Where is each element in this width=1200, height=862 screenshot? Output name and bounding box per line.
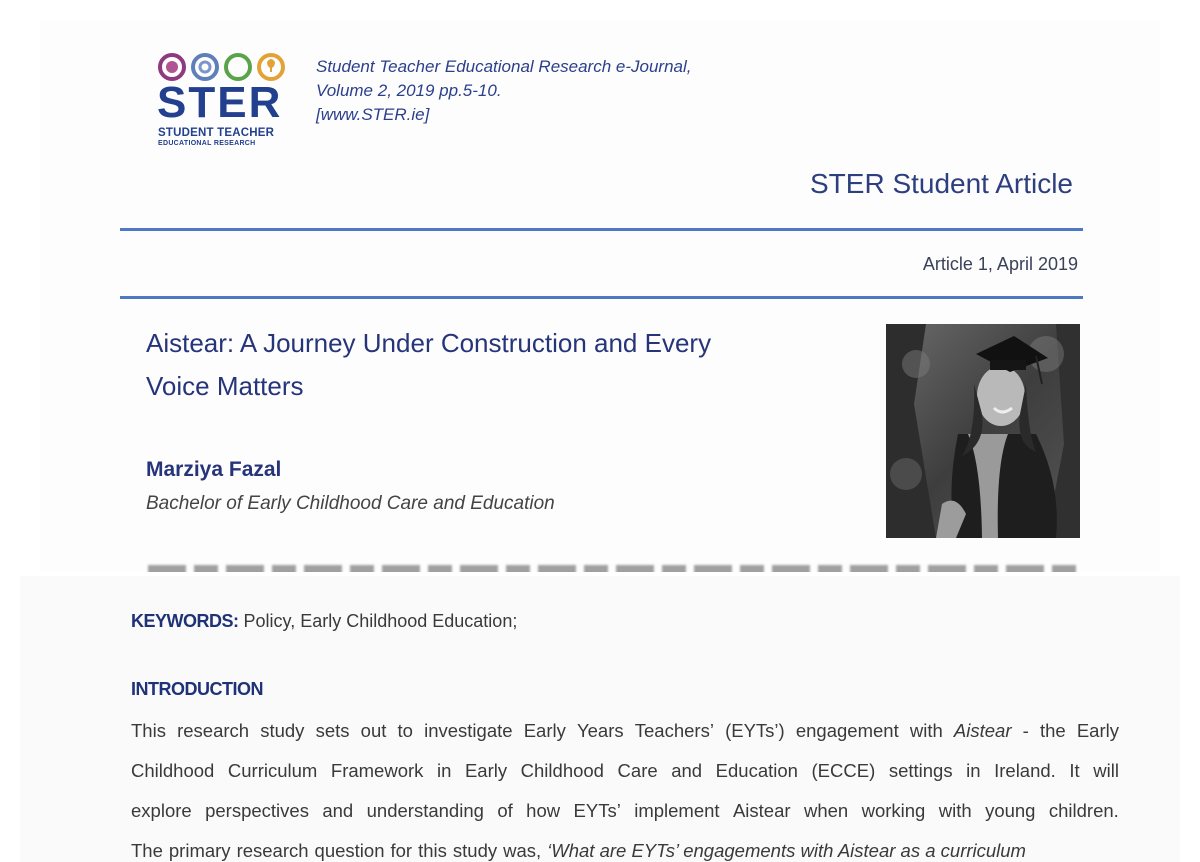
header-rule — [120, 228, 1083, 231]
paragraph-word: Early — [1076, 720, 1119, 741]
paragraph-word: how — [526, 800, 561, 821]
paragraph-word: Ireland. — [994, 760, 1056, 781]
paragraph-word: investigate — [424, 720, 513, 741]
paragraph-word: sets — [315, 720, 350, 741]
graduate-portrait-image — [886, 324, 1080, 538]
header-rule — [120, 296, 1083, 299]
paragraph-word: settings — [888, 760, 953, 781]
paragraph-word: working — [861, 800, 926, 821]
paragraph-word: when — [803, 800, 849, 821]
paragraph-word: ‘What are EYTs’ engagements with Aistear as a curriculum — [547, 840, 1026, 861]
ster-logo — [157, 50, 307, 150]
introduction-body — [131, 716, 1119, 862]
paragraph-line — [131, 836, 1119, 862]
paragraph-word: for — [390, 840, 413, 861]
author-name: Marziya Fazal — [146, 458, 282, 481]
paragraph-word: Care — [617, 760, 658, 781]
paragraph-word: study — [452, 840, 498, 861]
paragraph-word: Education — [715, 760, 798, 781]
paragraph-line — [131, 796, 1119, 836]
introduction-page — [20, 576, 1180, 862]
paragraph-word: primary — [168, 840, 231, 861]
article-type: STER Student Article — [809, 168, 1073, 199]
introduction-heading: INTRODUCTION — [131, 679, 263, 699]
paragraph-word: The — [131, 840, 163, 861]
article-title-line: Voice Matters — [146, 371, 304, 401]
paragraph-word: Teachers’ — [634, 720, 714, 741]
paragraph-word: to — [397, 720, 413, 741]
paragraph-word: (EYTs’) — [725, 720, 785, 741]
paragraph-word: - — [1022, 720, 1029, 741]
paragraph-word: young — [985, 800, 1036, 821]
logo-subtitle: STUDENT TEACHER — [158, 127, 275, 139]
journal-header-page — [40, 20, 1160, 572]
paragraph-word: the — [1039, 720, 1066, 741]
paragraph-word: explore — [131, 800, 192, 821]
article-title-line: Aistear: A Journey Under Construction and Every — [146, 328, 712, 358]
paragraph-word: this — [418, 840, 447, 861]
paragraph-word: Aistear — [953, 720, 1012, 741]
paragraph-word: question — [314, 840, 385, 861]
paragraph-word: with — [909, 720, 943, 741]
paragraph-word: children. — [1048, 800, 1119, 821]
paragraph-line — [131, 756, 1119, 796]
paragraph-word: Curriculum — [227, 760, 318, 781]
paragraph-word: study — [260, 720, 305, 741]
keywords-line — [131, 611, 517, 632]
paragraph-word: with — [938, 800, 972, 821]
article-number: Article 1, April 2019 — [922, 254, 1078, 274]
paragraph-word: Years — [576, 720, 624, 741]
logo-wordmark: STER — [157, 78, 283, 127]
paragraph-word: Childhood — [520, 760, 604, 781]
paragraph-word: will — [1093, 760, 1119, 781]
paragraph-word: Childhood — [131, 760, 215, 781]
paragraph-word: (ECCE) — [811, 760, 876, 781]
paragraph-line — [131, 716, 1119, 756]
paragraph-word: in — [436, 760, 452, 781]
author-photo — [886, 324, 1080, 538]
paragraph-word: understanding — [366, 800, 484, 821]
paragraph-word: was, — [503, 840, 542, 861]
article-title — [146, 322, 806, 408]
paragraph-word: engagement — [795, 720, 899, 741]
paragraph-word: and — [671, 760, 703, 781]
journal-name: Student Teacher Educational Research e-Journal, — [316, 57, 692, 76]
paragraph-word: implement — [634, 800, 720, 821]
paragraph-word: Aistear — [732, 800, 791, 821]
keywords-value: Policy, Early Childhood Education; — [243, 611, 518, 631]
paragraph-word: in — [966, 760, 981, 781]
logo-subtitle-small: EDUCATIONAL RESEARCH — [158, 140, 256, 147]
paragraph-word: EYTs’ — [573, 800, 621, 821]
paragraph-word: and — [322, 800, 354, 821]
paragraph-word: research — [177, 720, 250, 741]
paragraph-word: research — [236, 840, 309, 861]
author-degree: Bachelor of Early Childhood Care and Education — [146, 493, 555, 514]
paragraph-word: Framework — [330, 760, 424, 781]
paragraph-word: It — [1069, 760, 1080, 781]
paragraph-word: Early — [523, 720, 566, 741]
keywords-label: KEYWORDS: — [131, 611, 239, 631]
paragraph-word: of — [497, 800, 513, 821]
journal-url: [www.STER.ie] — [316, 105, 430, 124]
paragraph-word: Early — [464, 760, 508, 781]
paragraph-word: out — [360, 720, 387, 741]
journal-citation — [316, 55, 692, 127]
paragraph-word: perspectives — [205, 800, 309, 821]
cropped-text-line — [148, 565, 1078, 572]
paragraph-word: This — [131, 720, 166, 741]
journal-volume: Volume 2, 2019 pp.5-10. — [316, 81, 502, 100]
